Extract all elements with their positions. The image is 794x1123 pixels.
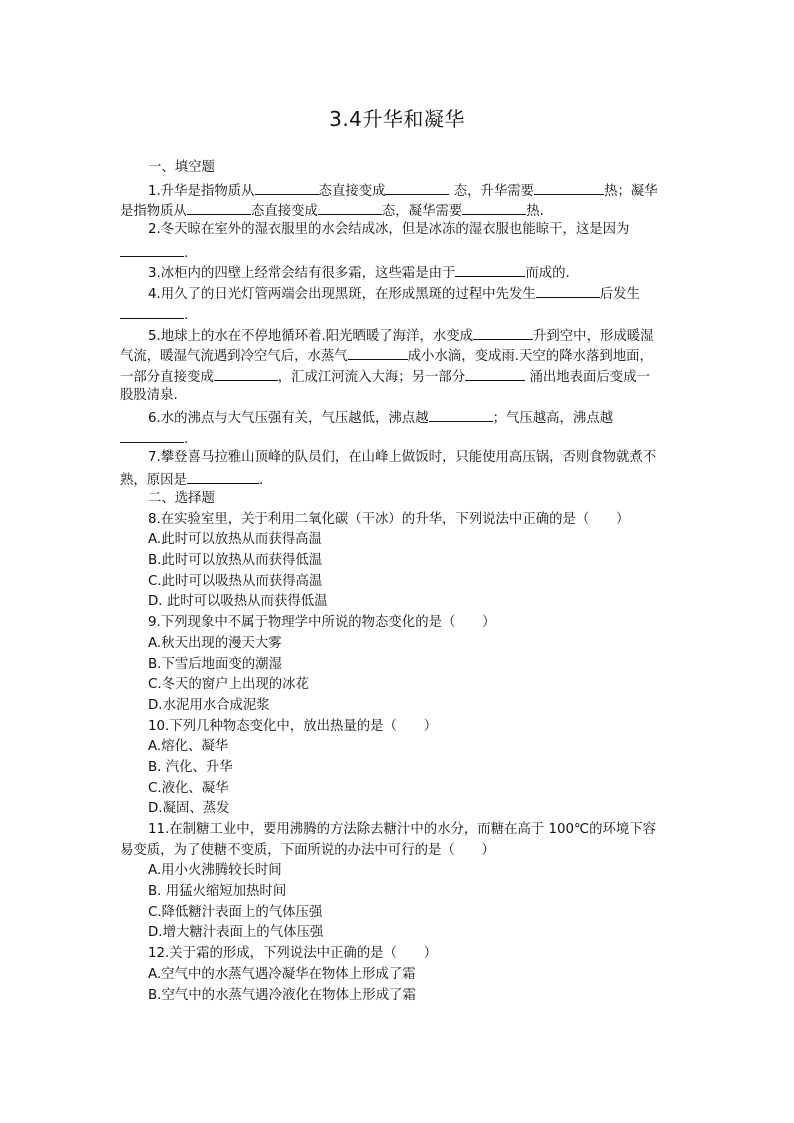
question-9-option-d[interactable]: D.水泥用水合成泥浆 — [148, 697, 270, 713]
question-5-line-1: 5.地球上的水在不停地循环着.阳光晒暖了海洋，水变成 升到空中，形成暖湿 — [120, 324, 676, 345]
answer-blank[interactable] — [318, 199, 382, 215]
question-10-option-b[interactable]: B. 汽化、升华 — [148, 759, 233, 775]
answer-blank[interactable] — [429, 406, 493, 422]
question-11-option-d[interactable]: D.增大糖汁表面上的气体压强 — [148, 925, 324, 941]
question-11-stem-line-1: 11.在制糖工业中，要用沸腾的方法除去糖汁中的水分，而糖在高于 100℃的环境下容 — [148, 822, 657, 837]
question-9-option-b[interactable]: B.下雪后地面变的潮湿 — [148, 656, 282, 672]
question-7-line-1: 7.攀登喜马拉雅山顶峰的队员们，在山峰上做饭时，只能使用高压锅，否则食物就煮不 — [148, 449, 657, 465]
answer-blank[interactable] — [455, 261, 525, 277]
question-7-line-2: 熟，原因是 . — [120, 468, 676, 489]
answer-blank[interactable] — [120, 241, 184, 257]
question-6-line-1: 6.水的沸点与大气压强有关，气压越低，沸点越 ；气压越高，沸点越 — [120, 406, 676, 427]
question-11-option-c[interactable]: C.降低糖汁表面上的气体压强 — [148, 904, 323, 920]
question-9-stem: 9.下列现象中不属于物理学中所说的物态变化的是（ ） — [148, 615, 496, 631]
question-12-stem: 12.关于霜的形成，下列说法中正确的是（ ） — [148, 946, 438, 962]
question-1-line-2: 是指物质从 态直接变成 态，凝华需要 热. — [120, 199, 676, 220]
question-12-option-a[interactable]: A.空气中的水蒸气遇冷凝华在物体上形成了霜 — [148, 966, 416, 982]
question-2-line-2: . — [120, 241, 676, 262]
answer-blank[interactable] — [120, 303, 184, 319]
answer-blank[interactable] — [536, 282, 600, 298]
question-11-option-b[interactable]: B. 用猛火缩短加热时间 — [148, 884, 287, 900]
question-1-line-1: 1.升华是指物质从 态直接变成 态，升华需要 热；凝华 — [120, 179, 676, 200]
answer-blank[interactable] — [462, 199, 526, 215]
answer-blank[interactable] — [473, 324, 533, 340]
question-5-line-4: 股股清泉. — [120, 387, 178, 403]
answer-blank[interactable] — [187, 468, 259, 484]
answer-blank[interactable] — [534, 179, 604, 195]
question-5-line-2: 气流，暖湿气流遇到冷空气后，水蒸气 成小水滴，变成雨.天空的降水落到地面， — [120, 344, 676, 365]
answer-blank[interactable] — [120, 427, 184, 443]
question-8-option-c[interactable]: C.此时可以吸热从而获得高温 — [148, 573, 323, 589]
question-3: 3.冰柜内的四壁上经常会结有很多霜，这些霜是由于 而成的. — [120, 261, 676, 282]
section-heading-multiple-choice: 二、选择题 — [148, 491, 215, 506]
question-6-line-2: . — [120, 427, 676, 448]
question-4-line-1: 4.用久了的日光灯管两端会出现黑斑，在形成黑斑的过程中先发生 后发生 — [120, 282, 676, 303]
answer-blank[interactable] — [348, 344, 408, 360]
question-11-option-a[interactable]: A.用小火沸腾较长时间 — [148, 863, 282, 879]
question-9-option-a[interactable]: A.秋天出现的漫天大雾 — [148, 635, 282, 651]
question-10-option-a[interactable]: A.熔化、凝华 — [148, 739, 229, 755]
question-9-option-c[interactable]: C.冬天的窗户上出现的冰花 — [148, 677, 309, 693]
answer-blank[interactable] — [187, 199, 251, 215]
answer-blank[interactable] — [465, 365, 525, 381]
worksheet-content — [120, 158, 676, 1006]
question-8-stem: 8.在实验室里，关于利用二氧化碳（干冰）的升华，下列说法中正确的是（ ） — [148, 511, 630, 527]
question-10-option-c[interactable]: C.液化、凝华 — [148, 780, 229, 796]
page-title: 3.4升华和凝华 — [329, 107, 465, 131]
question-12-option-b[interactable]: B.空气中的水蒸气遇冷液化在物体上形成了霜 — [148, 987, 416, 1003]
answer-blank[interactable] — [385, 179, 449, 195]
answer-blank[interactable] — [255, 179, 319, 195]
question-11-stem-line-2: 易变质，为了使糖不变质，下面所说的办法中可行的是（ ） — [120, 842, 495, 858]
question-8-option-b[interactable]: B.此时可以放热从而获得低温 — [148, 553, 323, 569]
section-heading-fill-in: 一、填空题 — [148, 160, 215, 175]
question-10-option-d[interactable]: D.凝固、蒸发 — [148, 801, 230, 817]
question-8-option-d[interactable]: D. 此时可以吸热从而获得低温 — [148, 594, 328, 610]
question-8-option-a[interactable]: A.此时可以放热从而获得高温 — [148, 532, 322, 548]
question-4-line-2: . — [120, 303, 676, 324]
answer-blank[interactable] — [214, 365, 278, 381]
question-2-line-1: 2.冬天晾在室外的湿衣服里的水会结成冰，但是冰冻的湿衣服也能晾干，这是因为 — [148, 222, 630, 238]
question-10-stem: 10.下列几种物态变化中，放出热量的是（ ） — [148, 718, 438, 734]
question-5-line-3: 一部分直接变成 ，汇成江河流入大海；另一部分 涌出地表面后变成一 — [120, 365, 676, 386]
